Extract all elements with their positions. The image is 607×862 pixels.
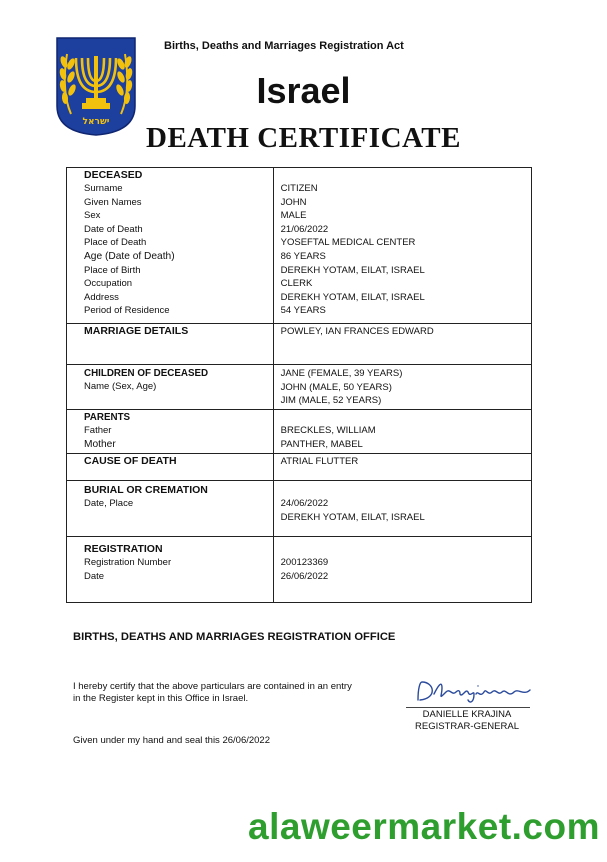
- registrar-block: [392, 709, 542, 733]
- parents-heading: PARENTS: [84, 412, 131, 423]
- office-title: BIRTHS, DEATHS AND MARRIAGES REGISTRATION OFFICE: [73, 631, 396, 643]
- cause-heading: CAUSE OF DEATH: [84, 455, 177, 467]
- marriage-value: POWLEY, IAN FRANCES EDWARD: [280, 326, 434, 337]
- field-label: Occupation: [84, 278, 133, 290]
- mother-label: Mother: [84, 438, 116, 450]
- registration-number-label: Registration Number: [84, 557, 172, 568]
- field-value: MALE: [280, 210, 307, 222]
- registration-section: [67, 537, 532, 603]
- field-label: Surname: [84, 183, 123, 194]
- burial-place: DEREKH YOTAM, EILAT, ISRAEL: [280, 511, 425, 523]
- marriage-heading: MARRIAGE DETAILS: [84, 325, 189, 337]
- registrar-name: DANIELLE KRAJINA: [422, 709, 512, 720]
- given-text: Given under my hand and seal this 26/06/2022: [73, 735, 270, 746]
- registration-date: 26/06/2022: [280, 570, 329, 582]
- field-value: DEREKH YOTAM, EILAT, ISRAEL: [280, 264, 425, 276]
- field-value: CITIZEN: [280, 183, 318, 194]
- field-label: Place of Death: [84, 237, 147, 249]
- marriage-section: [67, 324, 532, 365]
- cause-value: ATRIAL FLUTTER: [280, 456, 359, 467]
- registrar-title: REGISTRAR-GENERAL: [415, 721, 519, 732]
- country-name: [0, 70, 607, 112]
- cause-section: [67, 454, 532, 481]
- act-title: Births, Deaths and Marriages Registration Act: [164, 40, 404, 52]
- signature-line: [406, 707, 530, 708]
- children-section: [67, 365, 532, 410]
- registration-heading: REGISTRATION: [84, 543, 163, 555]
- certificate-table: [66, 167, 532, 603]
- field-value: JOHN: [280, 196, 307, 208]
- registration-number: 200123369: [280, 557, 329, 568]
- mother-value: PANTHER, MABEL: [280, 438, 363, 450]
- certify-line: in the Register kept in this Office in Israel.: [73, 693, 249, 704]
- deceased-section: [67, 168, 532, 324]
- burial-label: Date, Place: [84, 498, 134, 509]
- field-value: 21/06/2022: [280, 223, 329, 235]
- field-value: 54 YEARS: [280, 305, 326, 317]
- father-label: Father: [84, 425, 112, 436]
- field-label: Period of Residence: [84, 305, 170, 317]
- field-value: CLERK: [280, 278, 313, 290]
- burial-date: 24/06/2022: [280, 498, 329, 509]
- field-label: Place of Birth: [84, 264, 141, 276]
- burial-section: [67, 481, 532, 537]
- parents-section: [67, 410, 532, 454]
- children-label: Name (Sex, Age): [84, 381, 157, 392]
- burial-heading: BURIAL OR CREMATION: [84, 484, 208, 496]
- child-value: JANE (FEMALE, 39 YEARS): [280, 368, 403, 379]
- field-label: Given Names: [84, 196, 142, 208]
- field-label: Age (Date of Death): [84, 250, 175, 262]
- field-label: Address: [84, 291, 119, 303]
- certify-text: [73, 681, 403, 705]
- country-label: Israel: [256, 70, 351, 111]
- field-value: DEREKH YOTAM, EILAT, ISRAEL: [280, 291, 425, 303]
- field-value: 86 YEARS: [280, 250, 326, 262]
- registrar-signature: [412, 676, 542, 706]
- certificate-title: DEATH CERTIFICATE: [146, 122, 461, 154]
- field-label: Sex: [84, 210, 101, 222]
- deceased-heading: DECEASED: [84, 169, 143, 181]
- emblem-text: ישראל: [82, 117, 110, 127]
- watermark: alaweermarket.com: [248, 806, 600, 847]
- registration-date-label: Date: [84, 570, 105, 582]
- certify-line: I hereby certify that the above particulars are contained in an entry: [73, 681, 352, 692]
- father-value: BRECKLES, WILLIAM: [280, 425, 376, 436]
- child-value: JOHN (MALE, 50 YEARS): [280, 381, 392, 393]
- children-heading: CHILDREN OF DECEASED: [84, 368, 209, 379]
- field-value: YOSEFTAL MEDICAL CENTER: [280, 237, 416, 249]
- child-value: JIM (MALE, 52 YEARS): [280, 395, 382, 407]
- field-label: Date of Death: [84, 223, 143, 235]
